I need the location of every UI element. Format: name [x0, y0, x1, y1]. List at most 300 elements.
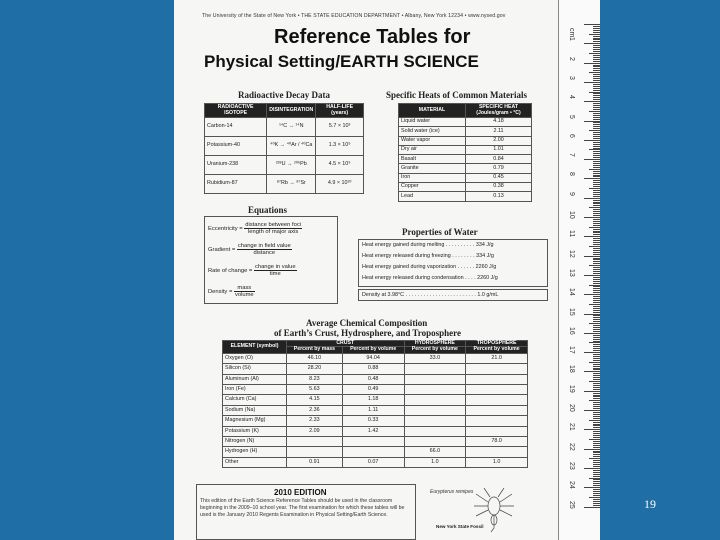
table-row: [223, 395, 528, 405]
ruler-tick: [584, 410, 600, 411]
comp-hydrosphere: 1.0: [404, 457, 466, 467]
ruler-tick: [593, 472, 600, 473]
rate-numerator: change in value: [254, 264, 296, 270]
ruler-tick: [593, 462, 600, 463]
ruler-tick: [593, 186, 600, 187]
ruler-number: 2: [568, 56, 575, 61]
ruler-tick: [593, 288, 600, 289]
gradient-equation: [208, 243, 292, 256]
comp-element: Other: [223, 457, 287, 467]
ruler-tick: [593, 476, 600, 477]
ruler-tick: [584, 43, 600, 44]
table-row: [223, 353, 528, 363]
ruler-tick: [593, 406, 600, 407]
ruler-tick: [589, 111, 600, 112]
ruler-tick: [589, 169, 600, 170]
ruler-tick: [593, 383, 600, 384]
composition-table: [222, 340, 528, 468]
heats-material: Basalt: [399, 155, 466, 164]
ruler-tick: [589, 34, 600, 35]
comp-troposphere: [466, 416, 528, 426]
ruler-tick: [593, 103, 600, 104]
ruler-tick: [584, 294, 600, 295]
page-title: Reference Tables for: [274, 26, 471, 48]
water-condensation: Heat energy released during condensation . . . . 2260 J/g: [362, 275, 498, 281]
ruler-tick: [593, 454, 600, 455]
heats-header-material: MATERIAL: [399, 104, 466, 118]
ruler-tick: [593, 180, 600, 181]
ruler-tick: [589, 362, 600, 363]
ruler-tick: [593, 146, 600, 147]
comp-crust-mass: 4.15: [287, 395, 343, 405]
ruler-tick: [589, 130, 600, 131]
ruler-tick: [593, 119, 600, 120]
ruler-tick: [593, 470, 600, 471]
heats-value: 4.18: [466, 118, 532, 127]
ruler-tick: [593, 51, 600, 52]
ruler-tick: [593, 495, 600, 496]
comp-header-hydrosphere: HYDROSPHERE: [404, 341, 466, 347]
ruler-tick: [589, 304, 600, 305]
comp-troposphere: [466, 385, 528, 395]
ruler-tick: [593, 157, 600, 158]
ruler-tick: [593, 47, 600, 48]
university-header: The University of the State of New York • THE STATE EDUCATION DEPARTMENT • Albany, New York 12234 • www.nysed.gov: [202, 13, 506, 19]
ruler-tick: [593, 273, 600, 274]
ruler-tick: [584, 352, 600, 353]
ruler-tick: [584, 140, 600, 141]
ruler-tick: [593, 491, 600, 492]
ruler-tick: [593, 393, 600, 394]
comp-troposphere: 21.0: [466, 353, 528, 363]
ruler-tick: [593, 196, 600, 197]
decay-isotope: Rubidium-87: [205, 175, 267, 194]
ruler-tick: [593, 327, 600, 328]
centimeter-ruler: [558, 0, 600, 540]
reference-tables-page: [174, 0, 600, 540]
eccentricity-denominator: length of major axis: [248, 229, 299, 235]
comp-crust-mass: 2.36: [287, 405, 343, 415]
ruler-tick: [593, 302, 600, 303]
ruler-number: 23: [568, 461, 575, 470]
ruler-tick: [593, 499, 600, 500]
ruler-tick: [589, 458, 600, 459]
comp-hydrosphere: [404, 385, 466, 395]
ruler-number: 25: [568, 500, 575, 509]
ruler-number: 6: [568, 133, 575, 138]
comp-hydrosphere: 33.0: [404, 353, 466, 363]
ruler-tick: [593, 418, 600, 419]
heats-material: Granite: [399, 164, 466, 173]
ruler-tick: [593, 451, 600, 452]
ruler-tick: [593, 356, 600, 357]
decay-disintegration: ¹⁴C → ¹⁴N: [267, 118, 316, 137]
gradient-denominator: distance: [253, 250, 276, 256]
ruler-number: 1: [568, 37, 575, 42]
comp-crust-mass: 2.09: [287, 426, 343, 436]
comp-troposphere: 1.0: [466, 457, 528, 467]
ruler-tick: [584, 121, 600, 122]
table-row: [399, 127, 532, 136]
ruler-tick: [593, 165, 600, 166]
ruler-tick: [593, 66, 600, 67]
heats-material: Lead: [399, 192, 466, 201]
ruler-tick: [584, 391, 600, 392]
ruler-tick: [593, 109, 600, 110]
ruler-tick: [593, 267, 600, 268]
comp-troposphere: [466, 374, 528, 384]
ruler-tick: [593, 396, 600, 397]
ruler-number: 13: [568, 268, 575, 277]
ruler-tick: [593, 263, 600, 264]
ruler-tick: [593, 248, 600, 249]
comp-crust-mass: 2.33: [287, 416, 343, 426]
ruler-tick: [593, 296, 600, 297]
edition-text: This edition of the Earth Science Reference Tables should be used in the classroom beginning in the 2009–10 school year. The first examination for which these tables will be used is the January 2010 Regents Examination in Physical Setting/Earth Science.: [200, 498, 405, 519]
comp-crust-volume: 1.18: [342, 395, 404, 405]
decay-halflife: 4.5 × 10⁹: [316, 156, 364, 175]
density-denominator: volume: [234, 292, 254, 298]
comp-troposphere: [466, 364, 528, 374]
ruler-tick: [593, 138, 600, 139]
comp-element: Oxygen (O): [223, 353, 287, 363]
comp-header-element: ELEMENT (symbol): [223, 341, 287, 354]
ruler-tick: [593, 203, 600, 204]
ruler-tick: [589, 420, 600, 421]
ruler-tick: [593, 39, 600, 40]
decay-isotope: Uranium-238: [205, 156, 267, 175]
water-density: Density at 3.98°C . . . . . . . . . . . . . . . . . . . . . . . . 1.0 g/mL: [362, 292, 499, 298]
ruler-tick: [593, 234, 600, 235]
comp-crust-volume: 0.49: [342, 385, 404, 395]
ruler-tick: [589, 207, 600, 208]
ruler-tick: [593, 341, 600, 342]
ruler-tick: [584, 371, 600, 372]
ruler-tick: [593, 209, 600, 210]
table-row: [223, 416, 528, 426]
comp-hydrosphere: [404, 416, 466, 426]
ruler-number: 7: [568, 153, 575, 157]
ruler-tick: [593, 501, 600, 502]
ruler-tick: [593, 171, 600, 172]
table-row: [205, 175, 364, 194]
table-row: [223, 364, 528, 374]
comp-crust-volume: 0.48: [342, 374, 404, 384]
table-row: [399, 192, 532, 201]
ruler-tick: [593, 30, 600, 31]
ruler-tick: [593, 151, 600, 152]
comp-troposphere: [466, 447, 528, 457]
fossil-name: Eurypterus remipes: [430, 489, 474, 495]
ruler-tick: [593, 369, 600, 370]
ruler-tick: [593, 215, 600, 216]
ruler-tick: [593, 93, 600, 94]
heats-value: 0.45: [466, 173, 532, 182]
ruler-tick: [593, 205, 600, 206]
ruler-tick: [593, 41, 600, 42]
table-row: [205, 156, 364, 175]
ruler-tick: [593, 105, 600, 106]
decay-disintegration: ⁴⁰K → ⁴⁰Ar / ⁴⁰Ca: [267, 137, 316, 156]
ruler-tick: [593, 479, 600, 480]
ruler-tick: [593, 136, 600, 137]
water-freezing: Heat energy released during freezing . . . . . . . . 334 J/g: [362, 253, 494, 259]
ruler-tick: [593, 354, 600, 355]
ruler-tick: [593, 279, 600, 280]
ruler-tick: [593, 219, 600, 220]
ruler-number: 8: [568, 172, 575, 177]
decay-isotope: Potassium-40: [205, 137, 267, 156]
heats-material: Solid water (ice): [399, 127, 466, 136]
comp-crust-mass: 46.10: [287, 353, 343, 363]
ruler-tick: [593, 238, 600, 239]
decay-halflife: 4.9 × 10¹⁰: [316, 175, 364, 194]
ruler-number: 4: [568, 95, 575, 100]
ruler-tick: [593, 447, 600, 448]
comp-crust-volume: [342, 437, 404, 447]
ruler-tick: [593, 28, 600, 29]
ruler-tick: [593, 493, 600, 494]
ruler-tick: [593, 481, 600, 482]
ruler-tick: [593, 113, 600, 114]
ruler-tick: [593, 200, 600, 201]
ruler-number: 9: [568, 191, 575, 196]
ruler-number: 17: [568, 346, 575, 354]
ruler-tick: [593, 80, 600, 81]
comp-crust-mass: 5.63: [287, 385, 343, 395]
ruler-tick: [593, 65, 600, 66]
ruler-tick: [593, 194, 600, 195]
table-row: [223, 374, 528, 384]
decay-isotope: Carbon-14: [205, 118, 267, 137]
ruler-tick: [593, 437, 600, 438]
comp-hydrosphere: [404, 364, 466, 374]
ruler-tick: [593, 213, 600, 214]
ruler-tick: [593, 350, 600, 351]
heats-value: 0.79: [466, 164, 532, 173]
ruler-tick: [593, 88, 600, 89]
ruler-tick: [593, 229, 600, 230]
ruler-tick: [593, 57, 600, 58]
heats-material: Iron: [399, 173, 466, 182]
ruler-number: 3: [568, 75, 575, 80]
decay-header-isotope: RADIOACTIVE ISOTOPE: [205, 104, 267, 118]
ruler-tick: [584, 159, 600, 160]
edition-title: 2010 EDITION: [274, 488, 327, 497]
ruler-tick: [593, 308, 600, 309]
ruler-tick: [593, 373, 600, 374]
ruler-tick: [589, 400, 600, 401]
water-melting: Heat energy gained during melting . . . . . . . . . . 334 J/g: [362, 242, 494, 248]
ruler-tick: [593, 124, 600, 125]
ruler-tick: [593, 364, 600, 365]
heats-material: Liquid water: [399, 118, 466, 127]
ruler-tick: [593, 292, 600, 293]
ruler-tick: [593, 78, 600, 79]
comp-crust-volume: 94.04: [342, 353, 404, 363]
ruler-tick: [589, 478, 600, 479]
heats-value: 2.00: [466, 136, 532, 145]
ruler-tick: [584, 429, 600, 430]
ruler-tick: [593, 269, 600, 270]
decay-title: Radioactive Decay Data: [238, 90, 330, 100]
ruler-tick: [593, 49, 600, 50]
density-equation: [208, 285, 255, 298]
ruler-tick: [593, 331, 600, 332]
density-label: Density =: [208, 289, 233, 296]
ruler-tick: [593, 190, 600, 191]
ruler-tick: [593, 90, 600, 91]
ruler-tick: [593, 445, 600, 446]
comp-crust-mass: [287, 447, 343, 457]
ruler-tick: [593, 312, 600, 313]
comp-crust-volume: 1.11: [342, 405, 404, 415]
ruler-tick: [593, 259, 600, 260]
heats-material: Copper: [399, 183, 466, 192]
ruler-tick: [593, 315, 600, 316]
ruler-tick: [593, 408, 600, 409]
ruler-tick: [593, 483, 600, 484]
ruler-tick: [593, 163, 600, 164]
decay-disintegration: ⁸⁷Rb → ⁸⁷Sr: [267, 175, 316, 194]
comp-element: Iron (Fe): [223, 385, 287, 395]
ruler-tick: [593, 84, 600, 85]
fossil-label: New York State Fossil: [436, 524, 484, 529]
ruler-tick: [593, 431, 600, 432]
ruler-tick: [593, 416, 600, 417]
heats-value: 0.84: [466, 155, 532, 164]
ruler-tick: [584, 449, 600, 450]
comp-troposphere: 78.0: [466, 437, 528, 447]
decay-disintegration: ²³⁸U → ²⁰⁶Pb: [267, 156, 316, 175]
comp-crust-mass: [287, 437, 343, 447]
comp-subheader-troposphere-volume: Percent by volume: [466, 347, 528, 353]
table-row: [399, 183, 532, 192]
ruler-tick: [593, 348, 600, 349]
ruler-tick: [593, 76, 600, 77]
table-row: [205, 118, 364, 137]
comp-hydrosphere: [404, 426, 466, 436]
comp-crust-volume: 0.07: [342, 457, 404, 467]
comp-crust-volume: [342, 447, 404, 457]
eccentricity-equation: [208, 222, 302, 235]
ruler-tick: [589, 265, 600, 266]
equations-title: Equations: [248, 205, 288, 215]
table-row: [223, 437, 528, 447]
ruler-tick: [593, 258, 600, 259]
ruler-tick: [593, 115, 600, 116]
ruler-tick: [593, 375, 600, 376]
comp-hydrosphere: [404, 374, 466, 384]
eccentricity-label: Eccentricity =: [208, 226, 243, 233]
ruler-tick: [593, 242, 600, 243]
decay-halflife: 5.7 × 10³: [316, 118, 364, 137]
ruler-tick: [593, 97, 600, 98]
ruler-tick: [593, 155, 600, 156]
comp-header-troposphere: TROPOSPHERE: [466, 341, 528, 347]
decay-table: [204, 103, 364, 194]
ruler-tick: [593, 240, 600, 241]
ruler-tick: [593, 404, 600, 405]
ruler-tick: [593, 61, 600, 62]
table-row: [223, 447, 528, 457]
ruler-tick: [593, 55, 600, 56]
comp-crust-volume: 1.42: [342, 426, 404, 436]
ruler-tick: [593, 250, 600, 251]
ruler-tick: [593, 261, 600, 262]
ruler-number: 20: [568, 404, 575, 412]
composition-title-line1: Average Chemical Composition: [306, 318, 428, 328]
ruler-tick: [593, 122, 600, 123]
ruler-tick: [584, 101, 600, 102]
ruler-tick: [593, 134, 600, 135]
comp-crust-volume: 0.88: [342, 364, 404, 374]
ruler-number: 5: [568, 114, 575, 119]
ruler-tick: [593, 344, 600, 345]
ruler-tick: [593, 443, 600, 444]
ruler-tick: [593, 225, 600, 226]
ruler-tick: [593, 385, 600, 386]
table-row: [399, 173, 532, 182]
gradient-numerator: change in field value: [237, 243, 291, 249]
ruler-tick: [593, 231, 600, 232]
ruler-tick: [593, 489, 600, 490]
ruler-tick: [593, 167, 600, 168]
heats-title: Specific Heats of Common Materials: [386, 90, 527, 100]
ruler-tick: [584, 217, 600, 218]
page-subtitle: Physical Setting/EARTH SCIENCE: [204, 52, 479, 71]
ruler-tick: [593, 286, 600, 287]
ruler-tick: [589, 188, 600, 189]
heats-material: Dry air: [399, 145, 466, 154]
ruler-tick: [593, 366, 600, 367]
ruler-unit: cm: [568, 28, 575, 38]
ruler-number: 11: [568, 230, 575, 238]
ruler-tick: [593, 464, 600, 465]
rate-of-change-equation: [208, 264, 297, 277]
water-title: Properties of Water: [402, 227, 478, 237]
ruler-tick: [589, 342, 600, 343]
ruler-number: 21: [568, 423, 575, 432]
ruler-tick: [593, 277, 600, 278]
ruler-tick: [593, 441, 600, 442]
ruler-tick: [593, 74, 600, 75]
ruler-tick: [589, 227, 600, 228]
rate-label: Rate of change =: [208, 268, 253, 275]
ruler-tick: [593, 414, 600, 415]
ruler-tick: [593, 412, 600, 413]
ruler-tick: [593, 144, 600, 145]
ruler-tick: [593, 70, 600, 71]
ruler-tick: [593, 86, 600, 87]
ruler-tick: [593, 339, 600, 340]
ruler-tick: [593, 142, 600, 143]
ruler-tick: [593, 503, 600, 504]
ruler-tick: [593, 254, 600, 255]
ruler-tick: [593, 244, 600, 245]
ruler-tick: [593, 202, 600, 203]
table-row: [223, 405, 528, 415]
ruler-tick: [593, 68, 600, 69]
comp-crust-volume: 0.33: [342, 416, 404, 426]
ruler-tick: [593, 283, 600, 284]
ruler-tick: [593, 427, 600, 428]
ruler-tick: [593, 99, 600, 100]
ruler-tick: [593, 456, 600, 457]
comp-subheader-crust-mass: Percent by mass: [287, 347, 343, 353]
ruler-number: 15: [568, 307, 575, 316]
ruler-tick: [593, 466, 600, 467]
